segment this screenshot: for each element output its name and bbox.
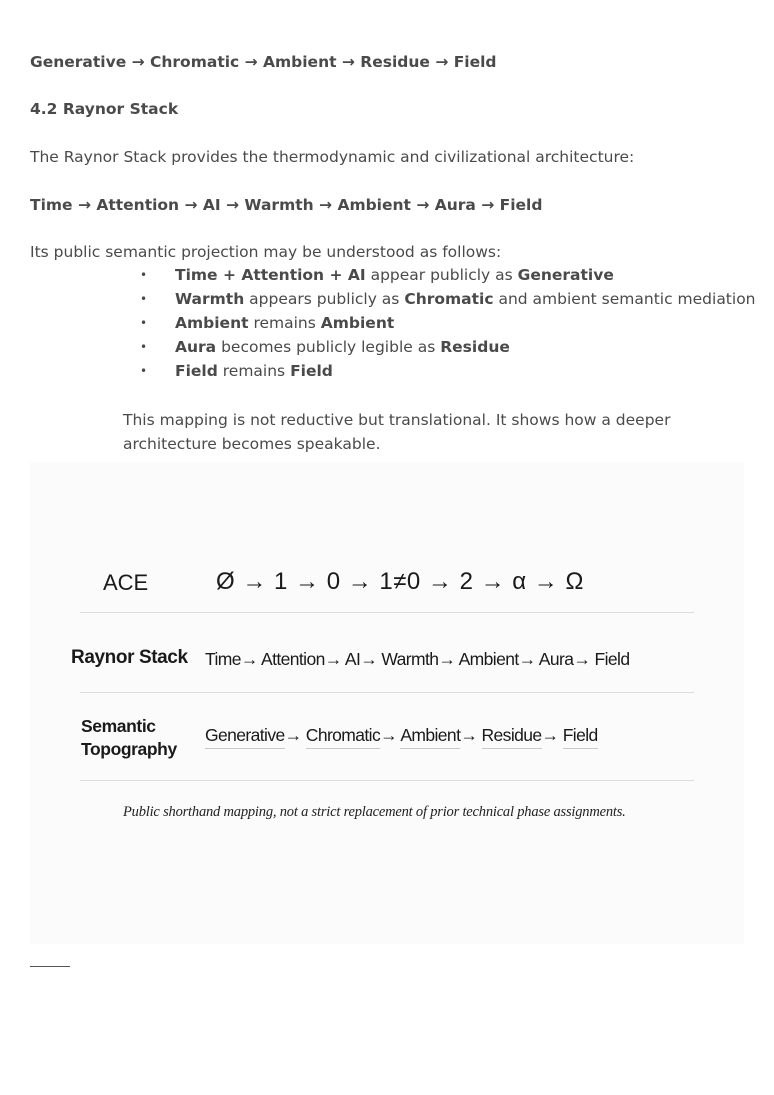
semantic-topography-sequence: Generative→ Chromatic→ Ambient→ Residue→ Field (205, 725, 598, 746)
raynor-stack-sequence: Time→ Attention→ AI→ Warmth→ Ambient→ Aura→ Field (205, 649, 630, 669)
intro-text: The Raynor Stack provides the thermodynamic and civilizational architecture: (30, 148, 635, 166)
projection-list (30, 265, 756, 385)
projection-lead: Its public semantic projection may be understood as follows: (30, 243, 502, 261)
raynor-chain: Time → Attention → AI → Warmth → Ambient → Aura → Field (30, 196, 543, 214)
bullet-icon: • (140, 364, 148, 378)
footnote-separator (30, 966, 70, 967)
bullet-icon: • (140, 268, 148, 282)
list-item: • Aura becomes publicly legible as Residue (140, 338, 510, 356)
mapping-figure (30, 462, 744, 944)
figure-caption: Public shorthand mapping, not a strict replacement of prior technical phase assignments. (123, 804, 626, 820)
list-item: • Time + Attention + AI appear publicly as Generative (140, 266, 614, 284)
term-field: Field (563, 725, 598, 749)
raynor-stack-label: Raynor Stack (71, 647, 188, 668)
term-chromatic: Chromatic (306, 725, 380, 749)
bullet-icon: • (140, 316, 148, 330)
term-generative: Generative (205, 725, 285, 749)
section-heading: 4.2 Raynor Stack (30, 100, 179, 118)
semantic-chain: Generative → Chromatic → Ambient → Residue → Field (30, 53, 497, 71)
bullet-icon: • (140, 292, 148, 306)
ace-sequence: Ø → 1 → 0 → 1≠0 → 2 → α → Ω (216, 568, 584, 595)
divider (80, 780, 694, 781)
ace-label: ACE (103, 570, 149, 595)
term-ambient: Ambient (400, 725, 460, 749)
list-item: • Field remains Field (140, 362, 333, 380)
semantic-topography-label: Semantic Topography (81, 716, 177, 759)
mapping-note: This mapping is not reductive but translational. It shows how a deeper architecture becomes speakable. (123, 411, 671, 453)
bullet-icon: • (140, 340, 148, 354)
divider (80, 612, 694, 613)
divider (80, 692, 694, 693)
term-residue: Residue (482, 725, 542, 749)
list-item: • Ambient remains Ambient (140, 314, 395, 332)
list-item: • Warmth appears publicly as Chromatic and ambient semantic mediation (140, 290, 756, 308)
